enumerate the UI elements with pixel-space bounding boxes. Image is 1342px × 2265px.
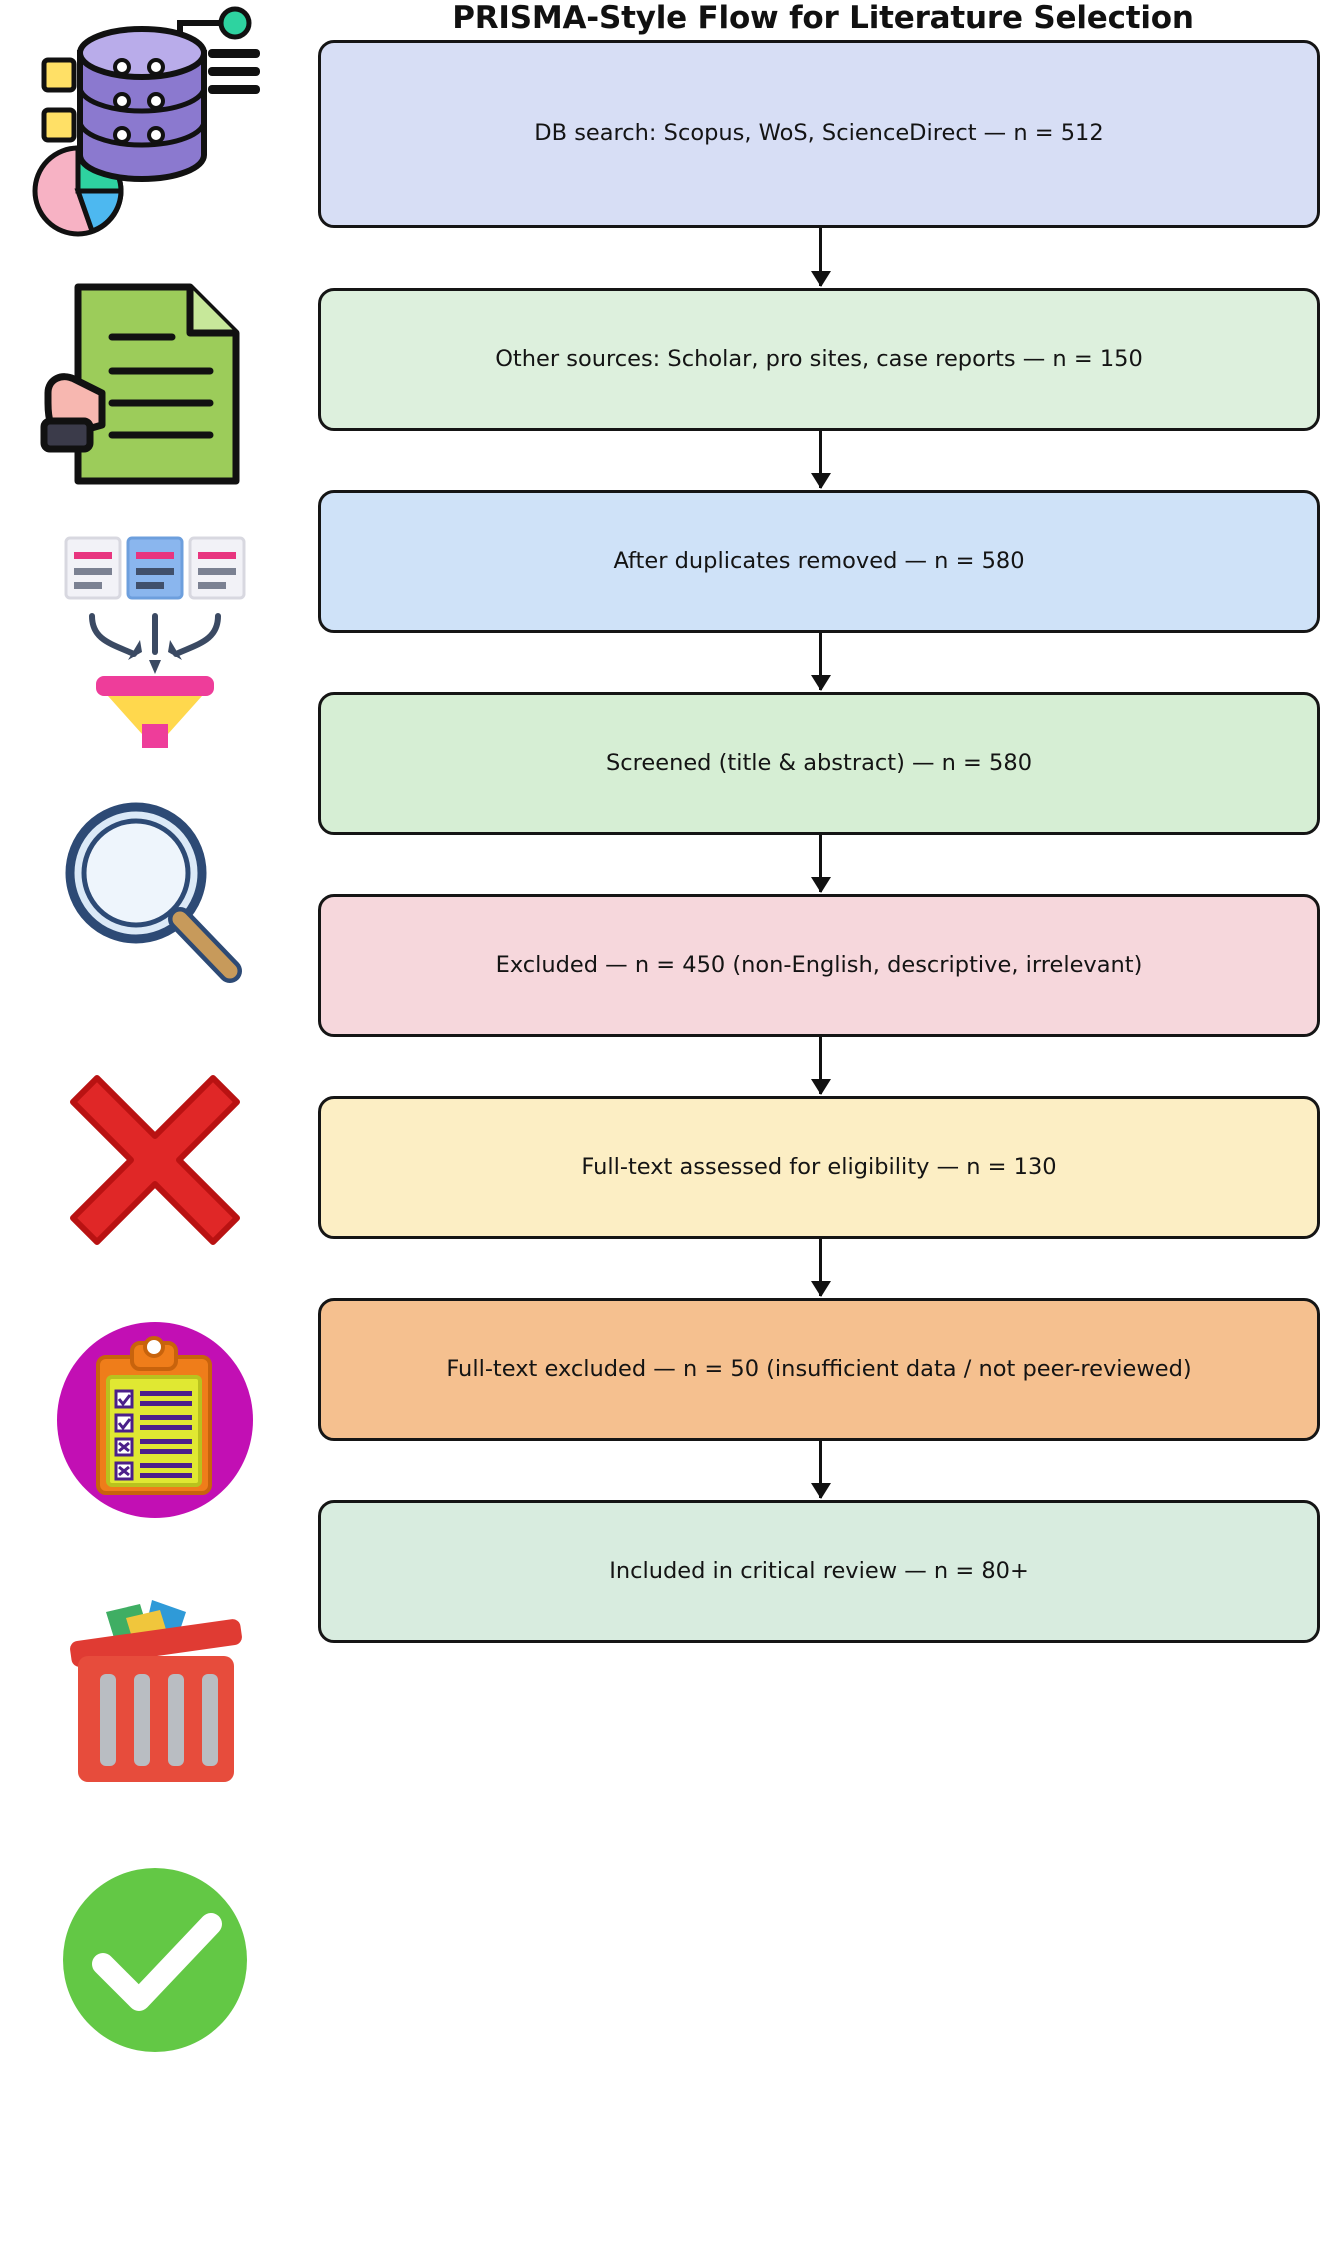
flow-arrow-7: [819, 1441, 822, 1498]
flow-arrow-2: [819, 431, 822, 488]
green-check-icon: [10, 1845, 300, 2075]
page-title: PRISMA-Style Flow for Literature Selection: [452, 0, 1194, 36]
trash-bin-icon: [10, 1570, 300, 1800]
flow-node-label: Other sources: Scholar, pro sites, case reports — n = 150: [495, 345, 1143, 372]
flow-node-label: DB search: Scopus, WoS, ScienceDirect — n = 512: [534, 120, 1104, 147]
flow-node-db-search: [318, 40, 1320, 228]
magnifier-icon: [10, 790, 300, 1005]
flow-node-label: After duplicates removed — n = 580: [613, 547, 1025, 574]
flow-node-full-text-excluded: [318, 1298, 1320, 1441]
flow-arrow-1: [819, 228, 822, 286]
flow-node-after-duplicates: [318, 490, 1320, 633]
flow-node-full-text-assessed: [318, 1096, 1320, 1239]
flow-node-label: Full-text assessed for eligibility — n = 130: [581, 1153, 1057, 1180]
database-analytics-icon: [10, 0, 300, 245]
filter-icon: [10, 525, 300, 755]
clipboard-checklist-icon: [10, 1305, 300, 1535]
flow-node-other-sources: [318, 288, 1320, 431]
red-cross-icon: [10, 1045, 300, 1275]
flow-node-excluded: [318, 894, 1320, 1037]
flow-node-screened: [318, 692, 1320, 835]
flow-node-label: Full-text excluded — n = 50 (insufficient data / not peer-reviewed): [446, 1355, 1192, 1382]
flow-arrow-5: [819, 1037, 822, 1094]
flow-node-label: Excluded — n = 450 (non-English, descriptive, irrelevant): [495, 951, 1143, 978]
flow-arrow-6: [819, 1239, 822, 1296]
flow-node-included: [318, 1500, 1320, 1643]
flow-node-label: Included in critical review — n = 80+: [609, 1557, 1029, 1584]
flow-arrow-4: [819, 835, 822, 892]
flow-node-label: Screened (title & abstract) — n = 580: [605, 749, 1033, 776]
flow-arrow-3: [819, 633, 822, 690]
document-hand-icon: [10, 270, 300, 500]
